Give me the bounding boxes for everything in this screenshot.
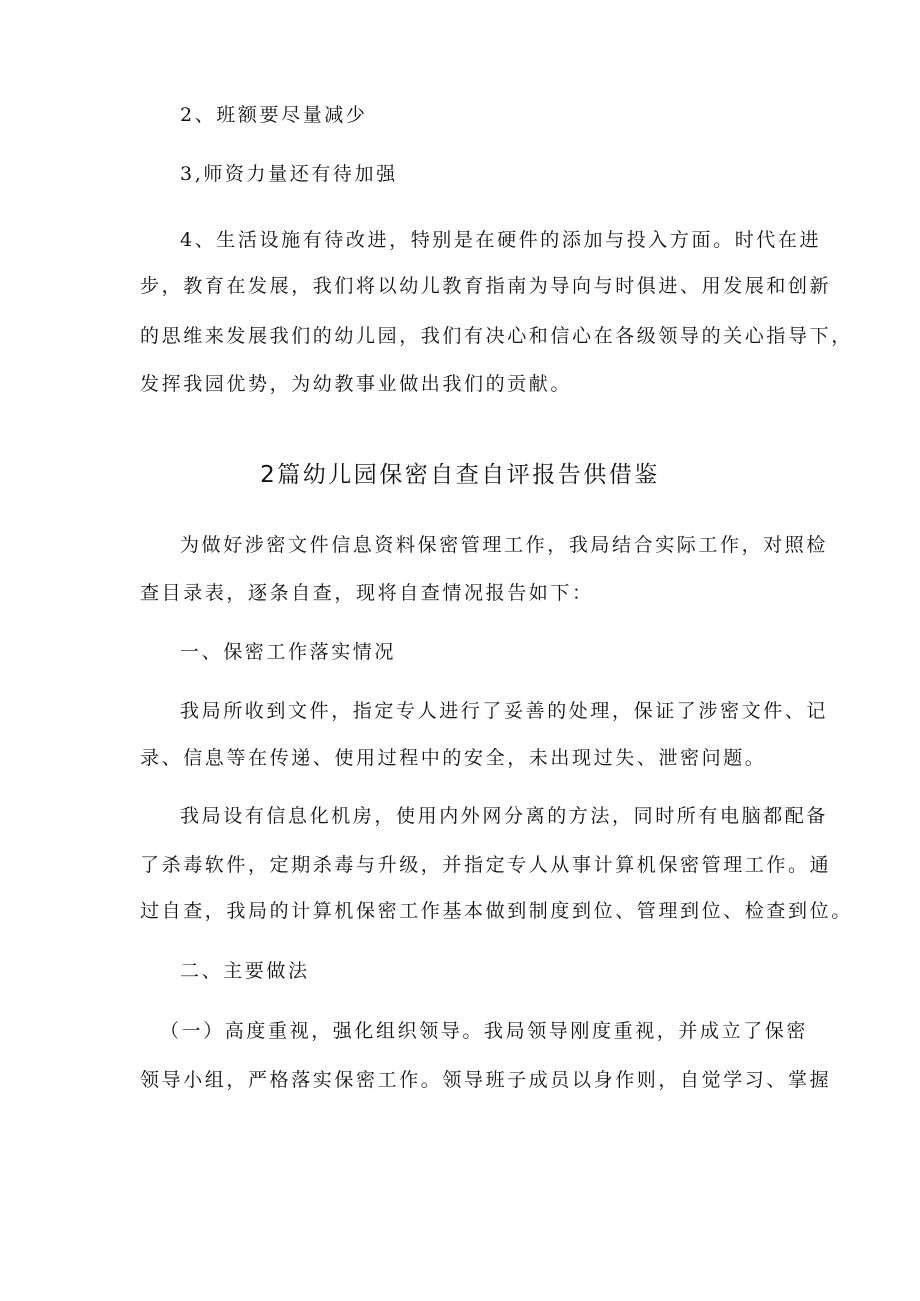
para2-line-2: 了杀毒软件，定期杀毒与升级，并指定专人从事计算机保密管理工作。通	[140, 854, 832, 876]
para1-line-2: 录、信息等在传递、使用过程中的安全，未出现过失、泄密问题。	[140, 747, 767, 769]
intro-line-2: 查目录表，逐条自查，现将自查情况报告如下：	[140, 582, 594, 604]
list-item-4-line-1: 4、生活设施有待改进，特别是在硬件的添加与投入方面。时代在进	[180, 229, 822, 251]
para2-line-1: 我局设有信息化机房，使用内外网分离的方法，同时所有电脑都配备	[180, 805, 829, 827]
intro-line-1: 为做好涉密文件信息资料保密管理工作，我局结合实际工作，对照检	[180, 534, 829, 556]
para3-line-2: 领导小组，严格落实保密工作。领导班子成员以身作则，自觉学习、掌握	[140, 1069, 832, 1091]
list-item-3: 3,师资力量还有待加强	[180, 163, 398, 185]
list-item-4-line-3: 的思维来发展我们的幼儿园，我们有决心和信心在各级领导的关心指导下，	[140, 325, 853, 347]
list-item-2: 2、班额要尽量减少	[180, 104, 368, 126]
section-title: 2篇幼儿园保密自查自评报告供借鉴	[260, 462, 660, 488]
para1-line-1: 我局所收到文件，指定专人进行了妥善的处理，保证了涉密文件、记	[180, 700, 829, 722]
list-item-4-line-2: 步，教育在发展，我们将以幼儿教育指南为导向与时俱进、用发展和创新	[140, 275, 832, 297]
para3-line-1: （一）高度重视，强化组织领导。我局领导刚度重视，并成立了保密	[160, 1020, 809, 1042]
heading-1: 一、保密工作落实情况	[180, 641, 397, 663]
heading-2: 二、主要做法	[180, 960, 310, 982]
para2-line-3: 过自查，我局的计算机保密工作基本做到制度到位、管理到位、检查到位。	[140, 900, 853, 922]
list-item-4-line-4: 发挥我园优势，为幼教事业做出我们的贡献。	[140, 373, 573, 395]
